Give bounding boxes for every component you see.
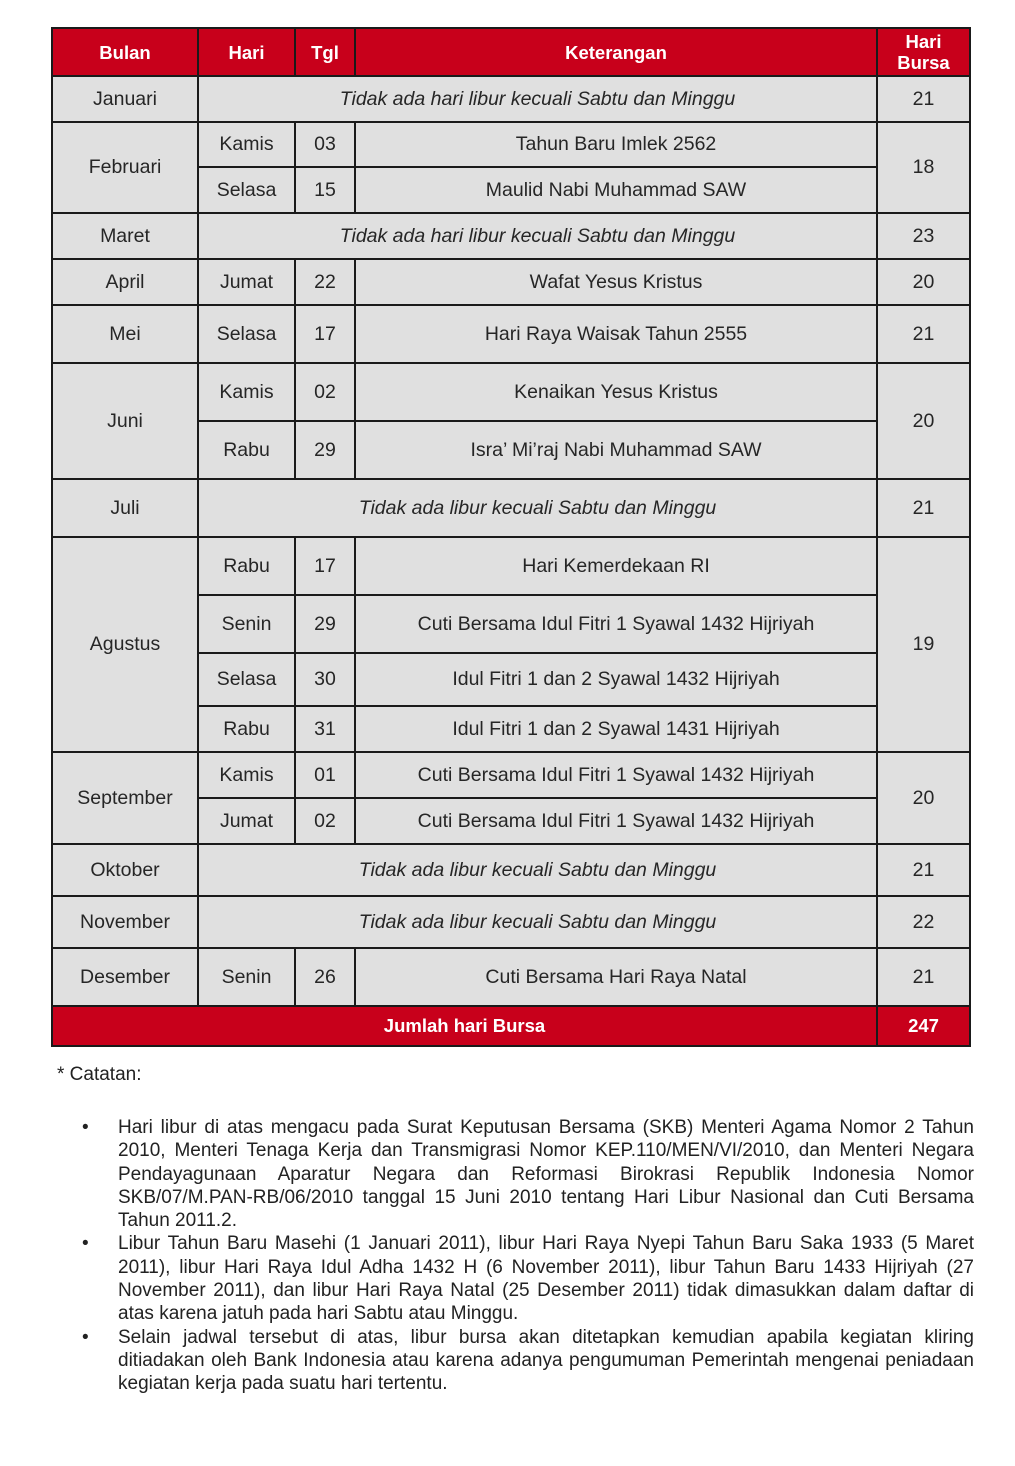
description-cell: Maulid Nabi Muhammad SAW [355, 167, 877, 213]
table-row [52, 76, 970, 122]
date-cell: 29 [295, 595, 355, 653]
date-cell: 02 [295, 798, 355, 844]
header-hari-bursa [877, 28, 970, 76]
description-cell: Idul Fitri 1 dan 2 Syawal 1432 Hijriyah [355, 653, 877, 706]
note-cell: Tidak ada libur kecuali Sabtu dan Minggu [198, 479, 877, 537]
day-cell: Rabu [198, 706, 295, 752]
day-cell: Selasa [198, 167, 295, 213]
date-cell: 26 [295, 948, 355, 1006]
trading-days-cell: 21 [877, 76, 970, 122]
header-keterangan: Keterangan [355, 28, 877, 76]
notes-title: * Catatan: [57, 1064, 142, 1085]
trading-days-cell: 20 [877, 259, 970, 305]
day-cell: Selasa [198, 305, 295, 363]
month-cell: Maret [52, 213, 198, 259]
header-hari-bursa-line2: Bursa [897, 52, 950, 73]
description-cell: Cuti Bersama Hari Raya Natal [355, 948, 877, 1006]
trading-days-cell: 18 [877, 122, 970, 213]
trading-days-cell: 21 [877, 948, 970, 1006]
total-value: 247 [877, 1006, 970, 1046]
table-row [52, 305, 970, 363]
month-cell: Mei [52, 305, 198, 363]
date-cell: 17 [295, 537, 355, 595]
date-cell: 01 [295, 752, 355, 798]
bullet-icon: • [82, 1117, 89, 1138]
trading-days-cell: 23 [877, 213, 970, 259]
month-cell: Februari [52, 122, 198, 213]
note-text: Libur Tahun Baru Masehi (1 Januari 2011), libur Hari Raya Nyepi Tahun Baru Saka 1933 (5 Maret 2011), libur Hari Raya Idul Adha 1432 H (6 November 2011), libur Tahun Baru 1433 Hijriyah (27 November 2011), dan libur Hari Raya Natal (25 Desember 2011) tidak dimasukkan dalam daftar di atas karena jatuh pada hari Sabtu atau Minggu. [118, 1233, 974, 1325]
header-row [52, 28, 970, 76]
month-cell: Juni [52, 363, 198, 479]
day-cell: Jumat [198, 259, 295, 305]
note-cell: Tidak ada hari libur kecuali Sabtu dan Minggu [198, 76, 877, 122]
date-cell: 17 [295, 305, 355, 363]
header-tgl: Tgl [295, 28, 355, 76]
table-row [52, 122, 970, 167]
month-cell: Juli [52, 479, 198, 537]
table-row [52, 363, 970, 421]
day-cell: Rabu [198, 537, 295, 595]
trading-days-cell: 21 [877, 479, 970, 537]
note-cell: Tidak ada hari libur kecuali Sabtu dan Minggu [198, 213, 877, 259]
day-cell: Senin [198, 948, 295, 1006]
date-cell: 30 [295, 653, 355, 706]
description-cell: Hari Raya Waisak Tahun 2555 [355, 305, 877, 363]
date-cell: 29 [295, 421, 355, 479]
table-body [52, 76, 970, 1006]
description-cell: Cuti Bersama Idul Fitri 1 Syawal 1432 Hijriyah [355, 752, 877, 798]
header-hari: Hari [198, 28, 295, 76]
note-cell: Tidak ada libur kecuali Sabtu dan Minggu [198, 896, 877, 948]
description-cell: Cuti Bersama Idul Fitri 1 Syawal 1432 Hijriyah [355, 595, 877, 653]
description-cell: Idul Fitri 1 dan 2 Syawal 1431 Hijriyah [355, 706, 877, 752]
day-cell: Senin [198, 595, 295, 653]
month-cell: November [52, 896, 198, 948]
description-cell: Cuti Bersama Idul Fitri 1 Syawal 1432 Hijriyah [355, 798, 877, 844]
description-cell: Isra’ Mi’raj Nabi Muhammad SAW [355, 421, 877, 479]
table-row [52, 259, 970, 305]
trading-days-cell: 22 [877, 896, 970, 948]
total-row [52, 1006, 970, 1046]
month-cell: September [52, 752, 198, 844]
holiday-table [51, 27, 971, 1047]
note-text: Selain jadwal tersebut di atas, libur bursa akan ditetapkan kemudian apabila kegiatan kliring ditiadakan oleh Bank Indonesia atau karena adanya pengumuman Pemerintah mengenai peniadaan kegiatan kerja pada suatu hari tertentu. [118, 1326, 974, 1395]
description-cell: Wafat Yesus Kristus [355, 259, 877, 305]
description-cell: Hari Kemerdekaan RI [355, 537, 877, 595]
month-cell: April [52, 259, 198, 305]
day-cell: Kamis [198, 752, 295, 798]
note-item [82, 1232, 974, 1325]
trading-days-cell: 21 [877, 305, 970, 363]
day-cell: Selasa [198, 653, 295, 706]
description-cell: Kenaikan Yesus Kristus [355, 363, 877, 421]
table-row [52, 896, 970, 948]
header-hari-bursa-line1: Hari [905, 31, 942, 52]
table-row [52, 844, 970, 896]
trading-days-cell: 20 [877, 752, 970, 844]
trading-days-cell: 20 [877, 363, 970, 479]
bullet-icon: • [82, 1326, 89, 1348]
description-cell: Tahun Baru Imlek 2562 [355, 122, 877, 167]
table-row [52, 479, 970, 537]
table-row [52, 752, 970, 798]
bullet-icon: • [82, 1233, 89, 1255]
month-cell: Oktober [52, 844, 198, 896]
date-cell: 15 [295, 167, 355, 213]
trading-days-cell: 19 [877, 537, 970, 752]
note-cell: Tidak ada libur kecuali Sabtu dan Minggu [198, 844, 877, 896]
total-label: Jumlah hari Bursa [52, 1006, 877, 1046]
month-cell: Januari [52, 76, 198, 122]
day-cell: Jumat [198, 798, 295, 844]
month-cell: Agustus [52, 537, 198, 752]
date-cell: 03 [295, 122, 355, 167]
table-row [52, 948, 970, 1006]
date-cell: 31 [295, 706, 355, 752]
note-text: Hari libur di atas mengacu pada Surat Keputusan Bersama (SKB) Menteri Agama Nomor 2 Tahun 2010, Menteri Tenaga Kerja dan Transmigrasi Nomor KEP.110/MEN/VI/2010, dan Menteri Negara Pendayagunaan Aparatur Negara dan Reformasi Birokrasi Republik Indonesia Nomor SKB/07/M.PAN-RB/06/2010 tanggal 15 Juni 2010 tentang Hari Libur Nasional dan Cuti Bersama Tahun 2011.2. [118, 1117, 974, 1232]
table-row [52, 213, 970, 259]
date-cell: 02 [295, 363, 355, 421]
header-bulan: Bulan [52, 28, 198, 76]
day-cell: Kamis [198, 363, 295, 421]
note-item [82, 1326, 974, 1396]
trading-days-cell: 21 [877, 844, 970, 896]
notes-list [82, 1116, 974, 1396]
day-cell: Rabu [198, 421, 295, 479]
day-cell: Kamis [198, 122, 295, 167]
note-item [82, 1116, 974, 1232]
date-cell: 22 [295, 259, 355, 305]
table-row [52, 537, 970, 595]
month-cell: Desember [52, 948, 198, 1006]
